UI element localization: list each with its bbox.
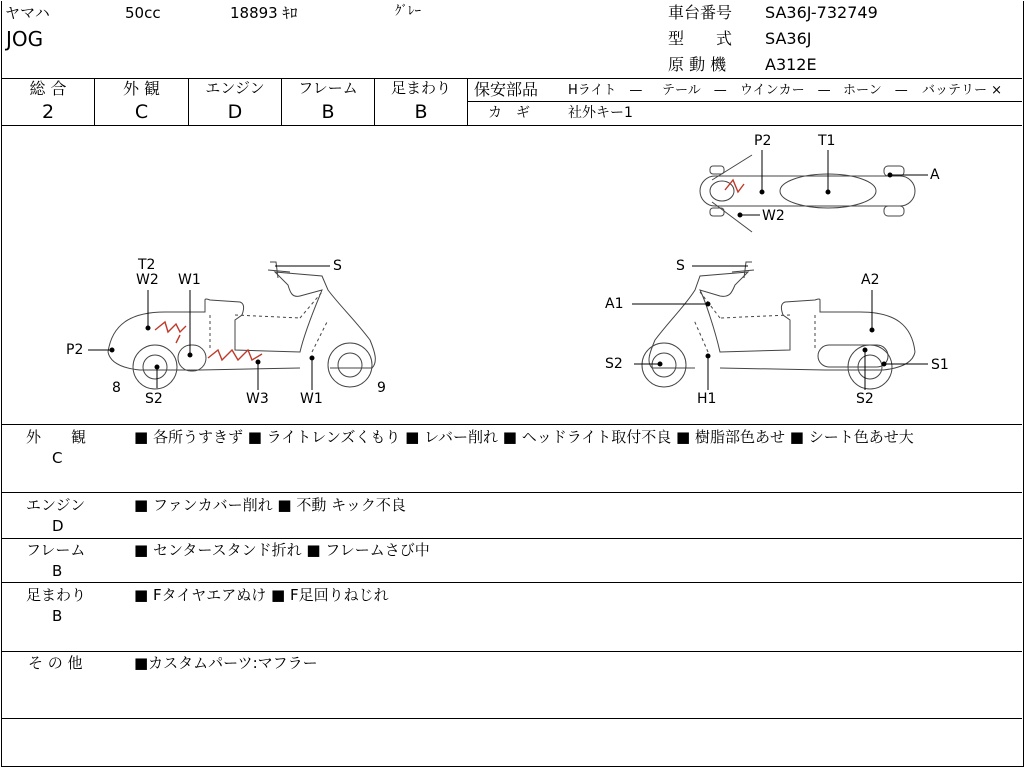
grade-exterior-value: C (134, 101, 149, 123)
safety-winker: ウインカー — (740, 83, 831, 98)
label-top-a: A (930, 167, 940, 183)
grade-overall-label: 総 合 (29, 79, 67, 98)
type-value: SA36J (765, 29, 812, 48)
note-frame-label: フレーム (26, 541, 86, 559)
divider (2, 718, 1022, 719)
key-label: カ ギ (488, 105, 530, 121)
engine-model-value: A312E (765, 55, 817, 74)
maker: ヤマハ (5, 4, 50, 22)
note-engine-label: エンジン (26, 496, 86, 514)
label-right-h1: H1 (697, 391, 717, 407)
safety-battery: バッテリー × (922, 83, 1003, 98)
label-left-w1b: W1 (300, 391, 323, 407)
note-other-text: ■カスタムパーツ:マフラー (134, 654, 318, 672)
note-suspension-text: ■ Fタイヤエアぬけ ■ F足回りねじれ (134, 586, 389, 604)
engine-model-label: 原 動 機 (668, 55, 727, 74)
label-left-w1: W1 (178, 272, 201, 288)
label-right-s: S (676, 258, 685, 274)
grade-overall-value: 2 (41, 101, 55, 123)
grade-exterior-label: 外 観 (122, 79, 161, 98)
label-right-s1: S1 (931, 357, 949, 373)
key-value: 社外キー1 (568, 105, 633, 121)
frame-number-label: 車台番号 (668, 3, 733, 22)
label-top-t1: T1 (818, 133, 836, 149)
divider (2, 582, 1022, 583)
label-left-9: 9 (377, 380, 386, 396)
label-right-s2: S2 (605, 356, 623, 372)
note-exterior-label: 外 観 (26, 428, 87, 446)
divider (2, 492, 1022, 493)
safety-taillight: テール — (662, 83, 727, 98)
label-right-a1: A1 (605, 296, 624, 312)
mileage: 18893 ｷﾛ (230, 4, 298, 22)
grade-engine-value: D (227, 101, 243, 123)
frame-number-value: SA36J-732749 (765, 3, 878, 22)
label-left-s2: S2 (145, 391, 163, 407)
grade-frame-value: B (321, 101, 335, 123)
safety-horn: ホーン — (843, 83, 908, 98)
grade-frame-label: フレーム (298, 79, 358, 97)
label-left-t2: T2 (138, 257, 156, 273)
label-left-w2: W2 (136, 272, 159, 288)
model-name: JOG (6, 27, 44, 51)
scooter-top-view (700, 155, 915, 232)
label-top-p2: P2 (754, 133, 772, 149)
note-other-label: そ の 他 (28, 654, 83, 672)
note-engine-text: ■ ファンカバー削れ ■ 不動 キック不良 (134, 496, 406, 514)
note-frame-text: ■ センタースタンド折れ ■ フレームさび中 (134, 541, 430, 559)
divider (467, 101, 1022, 102)
note-suspension-grade: B (52, 607, 63, 625)
safety-headlight: Hライト — (568, 83, 643, 98)
grade-suspension-value: B (414, 101, 428, 123)
note-exterior-text: ■ 各所うすきず ■ ライトレンズくもり ■ レバー削れ ■ ヘッドライト取付不良 ■ 樹脂部色あせ ■ シート色あせ大 (134, 428, 914, 446)
divider (467, 78, 468, 125)
label-left-s: S (333, 258, 342, 274)
type-label: 型 式 (668, 29, 733, 48)
note-frame-grade: B (52, 562, 63, 580)
label-right-a2: A2 (861, 272, 880, 288)
grade-suspension-label: 足まわり (390, 79, 451, 97)
color: ｸﾞﾚｰ (395, 4, 421, 19)
label-left-p2: P2 (66, 342, 84, 358)
note-exterior-grade: C (52, 449, 63, 467)
label-top-w2: W2 (762, 208, 785, 224)
safety-label: 保安部品 (474, 80, 539, 99)
label-left-w3: W3 (246, 391, 269, 407)
label-right-s2b: S2 (856, 391, 874, 407)
divider (2, 424, 1022, 425)
note-suspension-label: 足まわり (26, 586, 87, 604)
displacement: 50cc (125, 4, 161, 22)
grade-engine-label: エンジン (205, 79, 265, 97)
note-engine-grade: D (52, 517, 64, 535)
label-left-8: 8 (112, 380, 121, 396)
